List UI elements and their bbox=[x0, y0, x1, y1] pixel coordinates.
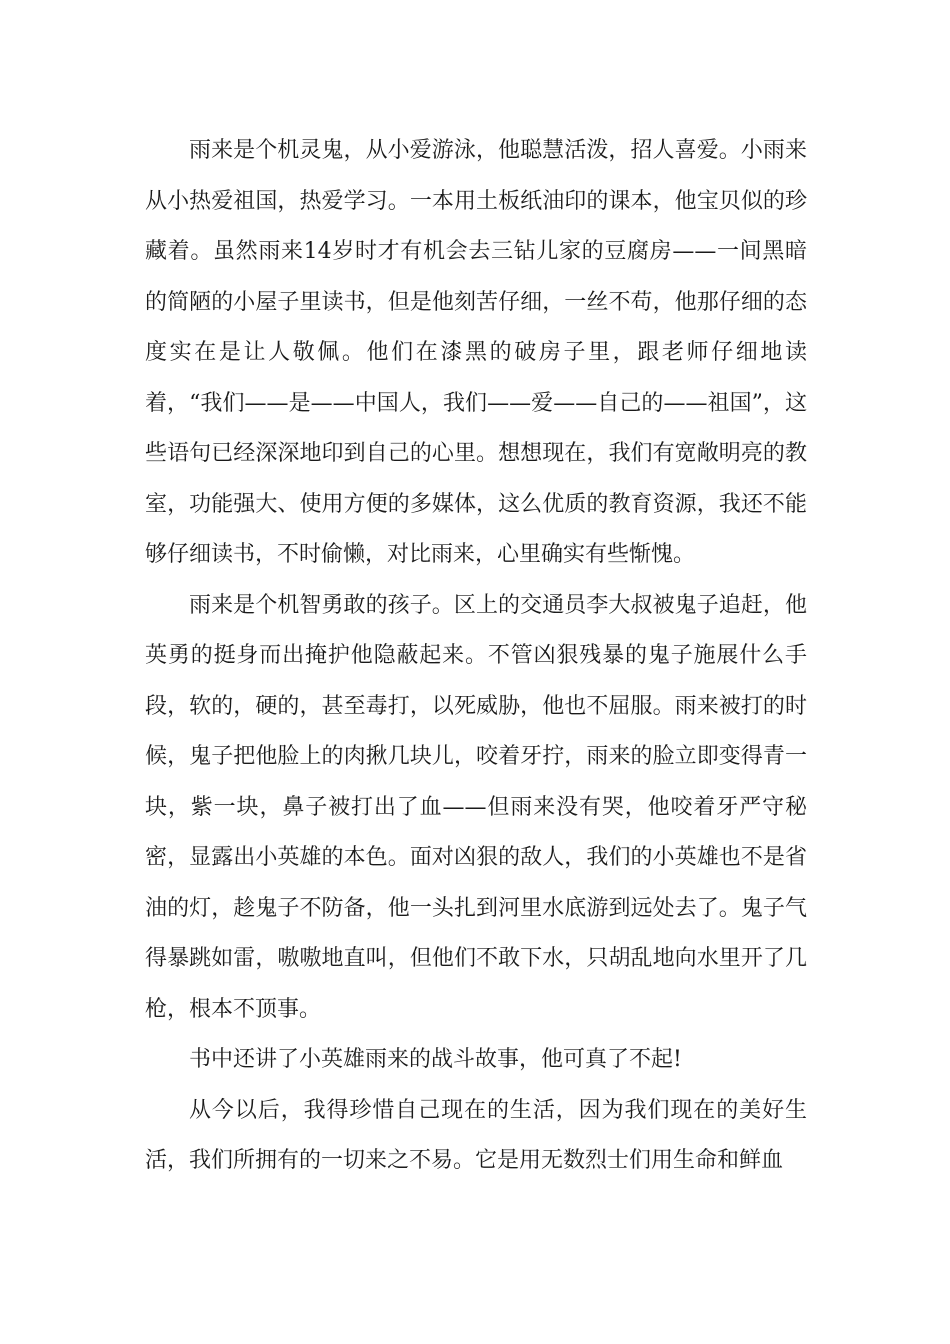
paragraph-yulai-clever: 雨来是个机灵鬼，从小爱游泳，他聪慧活泼，招人喜爱。小雨来从小热爱祖国，热爱学习。一本用土板纸油印的课本，他宝贝似的珍藏着。虽然雨来14岁时才有机会去三钻儿家的豆腐房——一间黑暗的简陋的小屋子里读书，但是他刻苦仔细，一丝不苟，他那仔细的态度实在是让人敬佩。他们在漆黑的破房子里，跟老师仔细地读着，“我们——是——中国人，我们——爱——自己的——祖国”，这些语句已经深深地印到自己的心里。想想现在，我们有宽敞明亮的教室，功能强大、使用方便的多媒体，这么优质的教育资源，我还不能够仔细读书，不时偷懒，对比雨来，心里确实有些惭愧。 bbox=[145, 138, 807, 567]
document-body bbox=[145, 126, 807, 1187]
paragraph-cherish-life: 从今以后，我得珍惜自己现在的生活，因为我们现在的美好生活，我们所拥有的一切来之不易。它是用无数烈士们用生命和鲜血 bbox=[145, 1097, 807, 1173]
paragraph-yulai-brave: 雨来是个机智勇敢的孩子。区上的交通员李大叔被鬼子追赶，他英勇的挺身而出掩护他隐蔽起来。不管凶狠残暴的鬼子施展什么手段，软的，硬的，甚至毒打，以死威胁，他也不屈服。雨来被打的时候，鬼子把他脸上的肉揪几块儿，咬着牙拧，雨来的脸立即变得青一块，紫一块，鼻子被打出了血——但雨来没有哭，他咬着牙严守秘密，显露出小英雄的本色。面对凶狠的敌人，我们的小英雄也不是省油的灯，趁鬼子不防备，他一头扎到河里水底游到远处去了。鬼子气得暴跳如雷，嗷嗷地直叫，但他们不敢下水，只胡乱地向水里开了几枪，根本不顶事。 bbox=[145, 592, 807, 1022]
paragraph-battle-stories: 书中还讲了小英雄雨来的战斗故事，他可真了不起! bbox=[189, 1047, 682, 1072]
